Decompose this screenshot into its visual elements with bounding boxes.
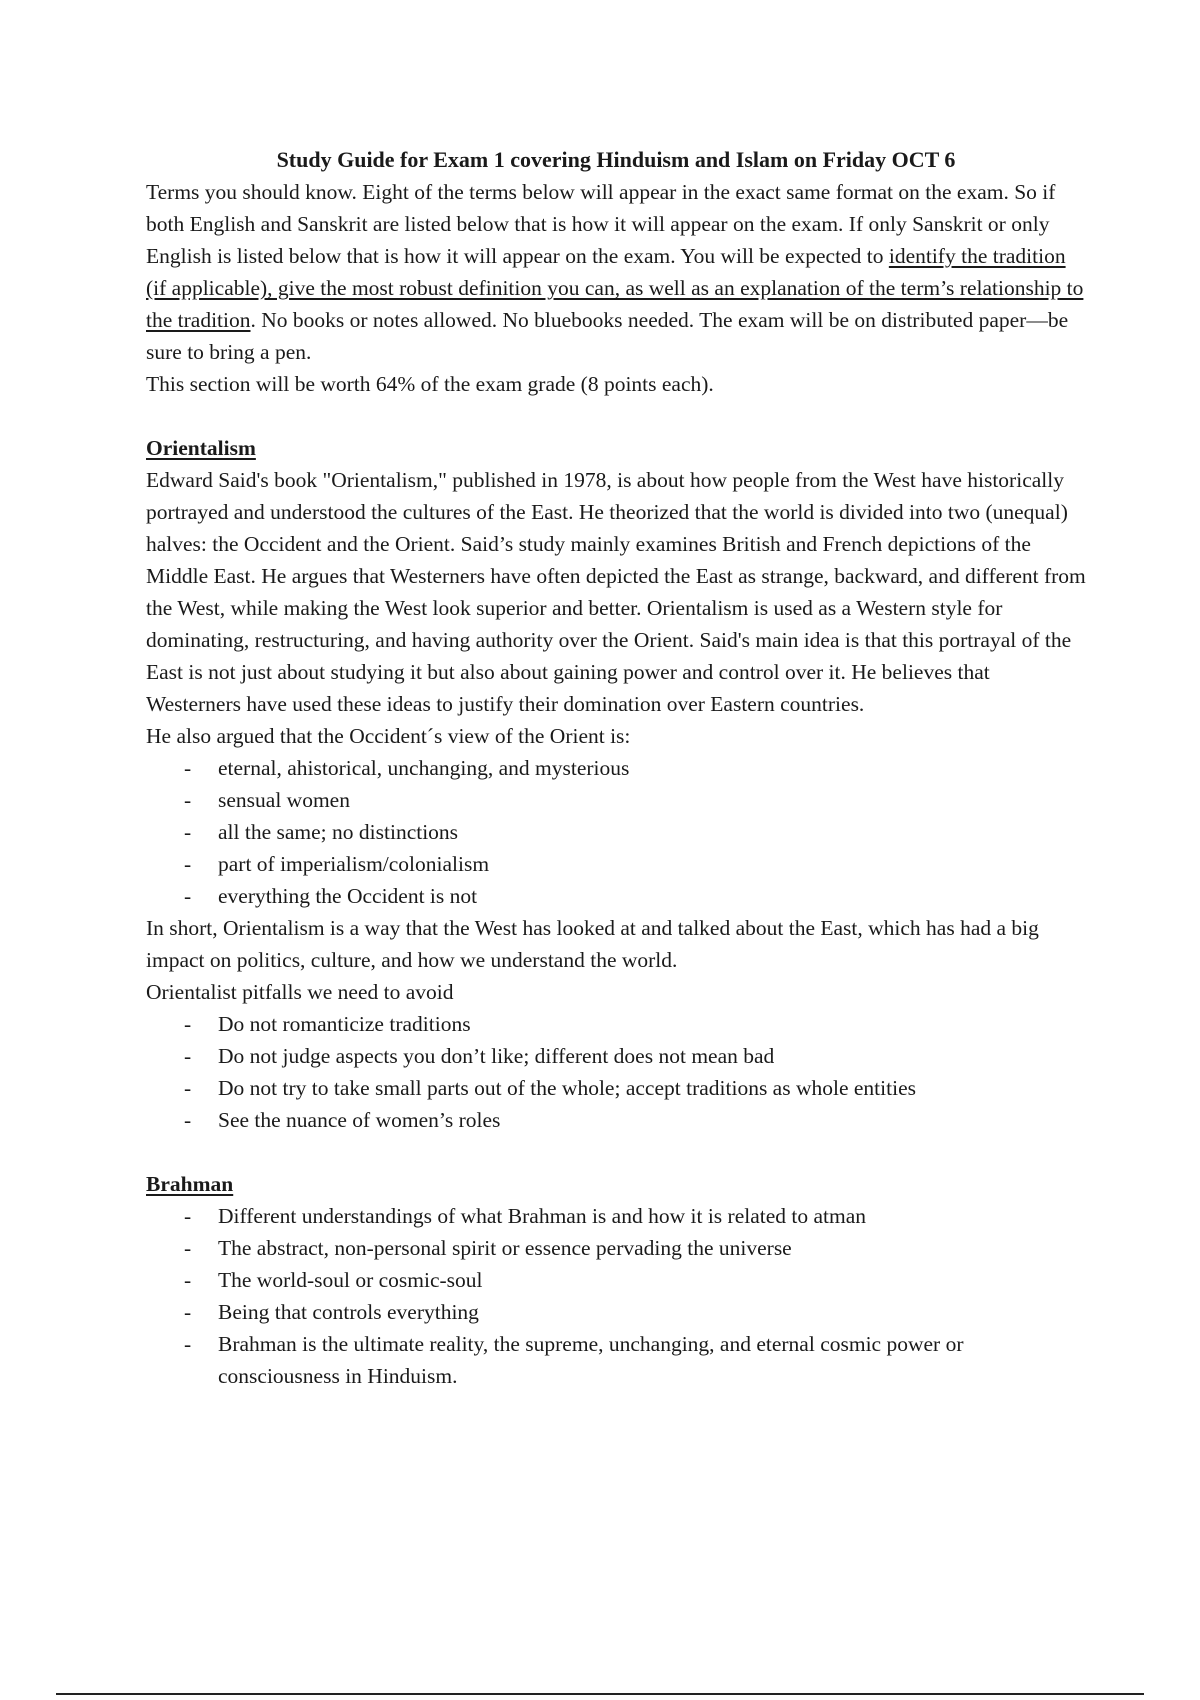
list-item-text: Brahman is the ultimate reality, the supreme, unchanging, and eternal cosmic power or consciousness in Hinduism. [218,1332,964,1388]
list-item [146,1264,1086,1296]
document-title: Study Guide for Exam 1 covering Hinduism and Islam on Friday OCT 6 [276,147,956,172]
orientalism-view-list [146,752,1086,912]
spacer [146,400,1086,432]
dash-bullet: - [184,884,192,908]
orientalism-view-intro: He also argued that the Occident´s view of the Orient is: [146,724,631,748]
list-item [146,1008,1086,1040]
list-item-text: Do not romanticize traditions [218,1012,471,1036]
list-item-text: everything the Occident is not [218,884,478,908]
intro-paragraph [146,176,1086,368]
list-item-text: Do not judge aspects you don’t like; different does not mean bad [218,1044,775,1068]
pitfalls-list [146,1008,1086,1136]
list-item-text: Do not try to take small parts out of the whole; accept traditions as whole entities [218,1076,916,1100]
orientalism-summary: In short, Orientalism is a way that the West has looked at and talked about the East, which has had a big impact on politics, culture, and how we understand the world. [146,916,1039,972]
list-item [146,848,1086,880]
dash-bullet: - [184,1268,192,1292]
dash-bullet: - [184,1204,192,1228]
list-item-text: Different understandings of what Brahman is and how it is related to atman [218,1204,867,1228]
pitfalls-intro: Orientalist pitfalls we need to avoid [146,980,454,1004]
dash-bullet: - [184,820,192,844]
list-item-text: See the nuance of women’s roles [218,1108,501,1132]
dash-bullet: - [184,852,192,876]
page-bottom-divider [56,1693,1144,1695]
dash-bullet: - [184,1076,192,1100]
spacer [146,1136,1086,1168]
brahman-list [146,1200,1086,1392]
brahman-heading: Brahman [146,1172,234,1196]
list-item [146,816,1086,848]
intro-text-1: Terms you should know. Eight of the terms below will appear in the exact same format on the exam. So if both English and Sanskrit are listed below that is how it will appear on the exam. If only Sanskrit or only English is listed below that is how it will appear on the exam. You will be expected to [146,180,1056,268]
dash-bullet: - [184,1108,192,1132]
list-item-text: all the same; no distinctions [218,820,459,844]
list-item [146,880,1086,912]
list-item [146,1104,1086,1136]
list-item-text: eternal, ahistorical, unchanging, and mysterious [218,756,630,780]
list-item [146,1232,1086,1264]
intro-underlined-text: identify the tradition (if applicable), give the most robust definition you can, as well as an explanation of the term’s relationship to the tradition [146,244,1084,332]
list-item-text: part of imperialism/colonialism [218,852,490,876]
intro-text-2: . No books or notes allowed. No bluebooks needed. The exam will be on distributed paper—be sure to bring a pen. [146,308,1069,364]
orientalism-heading: Orientalism [146,436,256,460]
list-item [146,1200,1086,1232]
list-item [146,1040,1086,1072]
list-item [146,1072,1086,1104]
document-page [146,144,1086,1392]
dash-bullet: - [184,788,192,812]
dash-bullet: - [184,1012,192,1036]
list-item-text: The world-soul or cosmic-soul [218,1268,483,1292]
list-item-text: sensual women [218,788,350,812]
list-item [146,784,1086,816]
dash-bullet: - [184,1236,192,1260]
list-item [146,1296,1086,1328]
list-item-text: Being that controls everything [218,1300,479,1324]
dash-bullet: - [184,1044,192,1068]
list-item [146,752,1086,784]
list-item-text: The abstract, non-personal spirit or essence pervading the universe [218,1236,792,1260]
dash-bullet: - [184,1300,192,1324]
list-item [146,1328,1086,1392]
orientalism-paragraph: Edward Said's book "Orientalism," published in 1978, is about how people from the West have historically portrayed and understood the cultures of the East. He theorized that the world is divided into two (unequal) halves: the Occident and the Orient. Said’s study mainly examines British and French depictions of the Middle East. He argues that Westerners have often depicted the East as strange, backward, and different from the West, while making the West look superior and better. Orientalism is used as a Western style for dominating, restructuring, and having authority over the Orient. Said's main idea is that this portrayal of the East is not just about studying it but also about gaining power and control over it. He believes that Westerners have used these ideas to justify their domination over Eastern countries. [146,468,1086,716]
dash-bullet: - [184,756,192,780]
dash-bullet: - [184,1332,192,1356]
exam-weight-note: This section will be worth 64% of the exam grade (8 points each). [146,372,714,396]
